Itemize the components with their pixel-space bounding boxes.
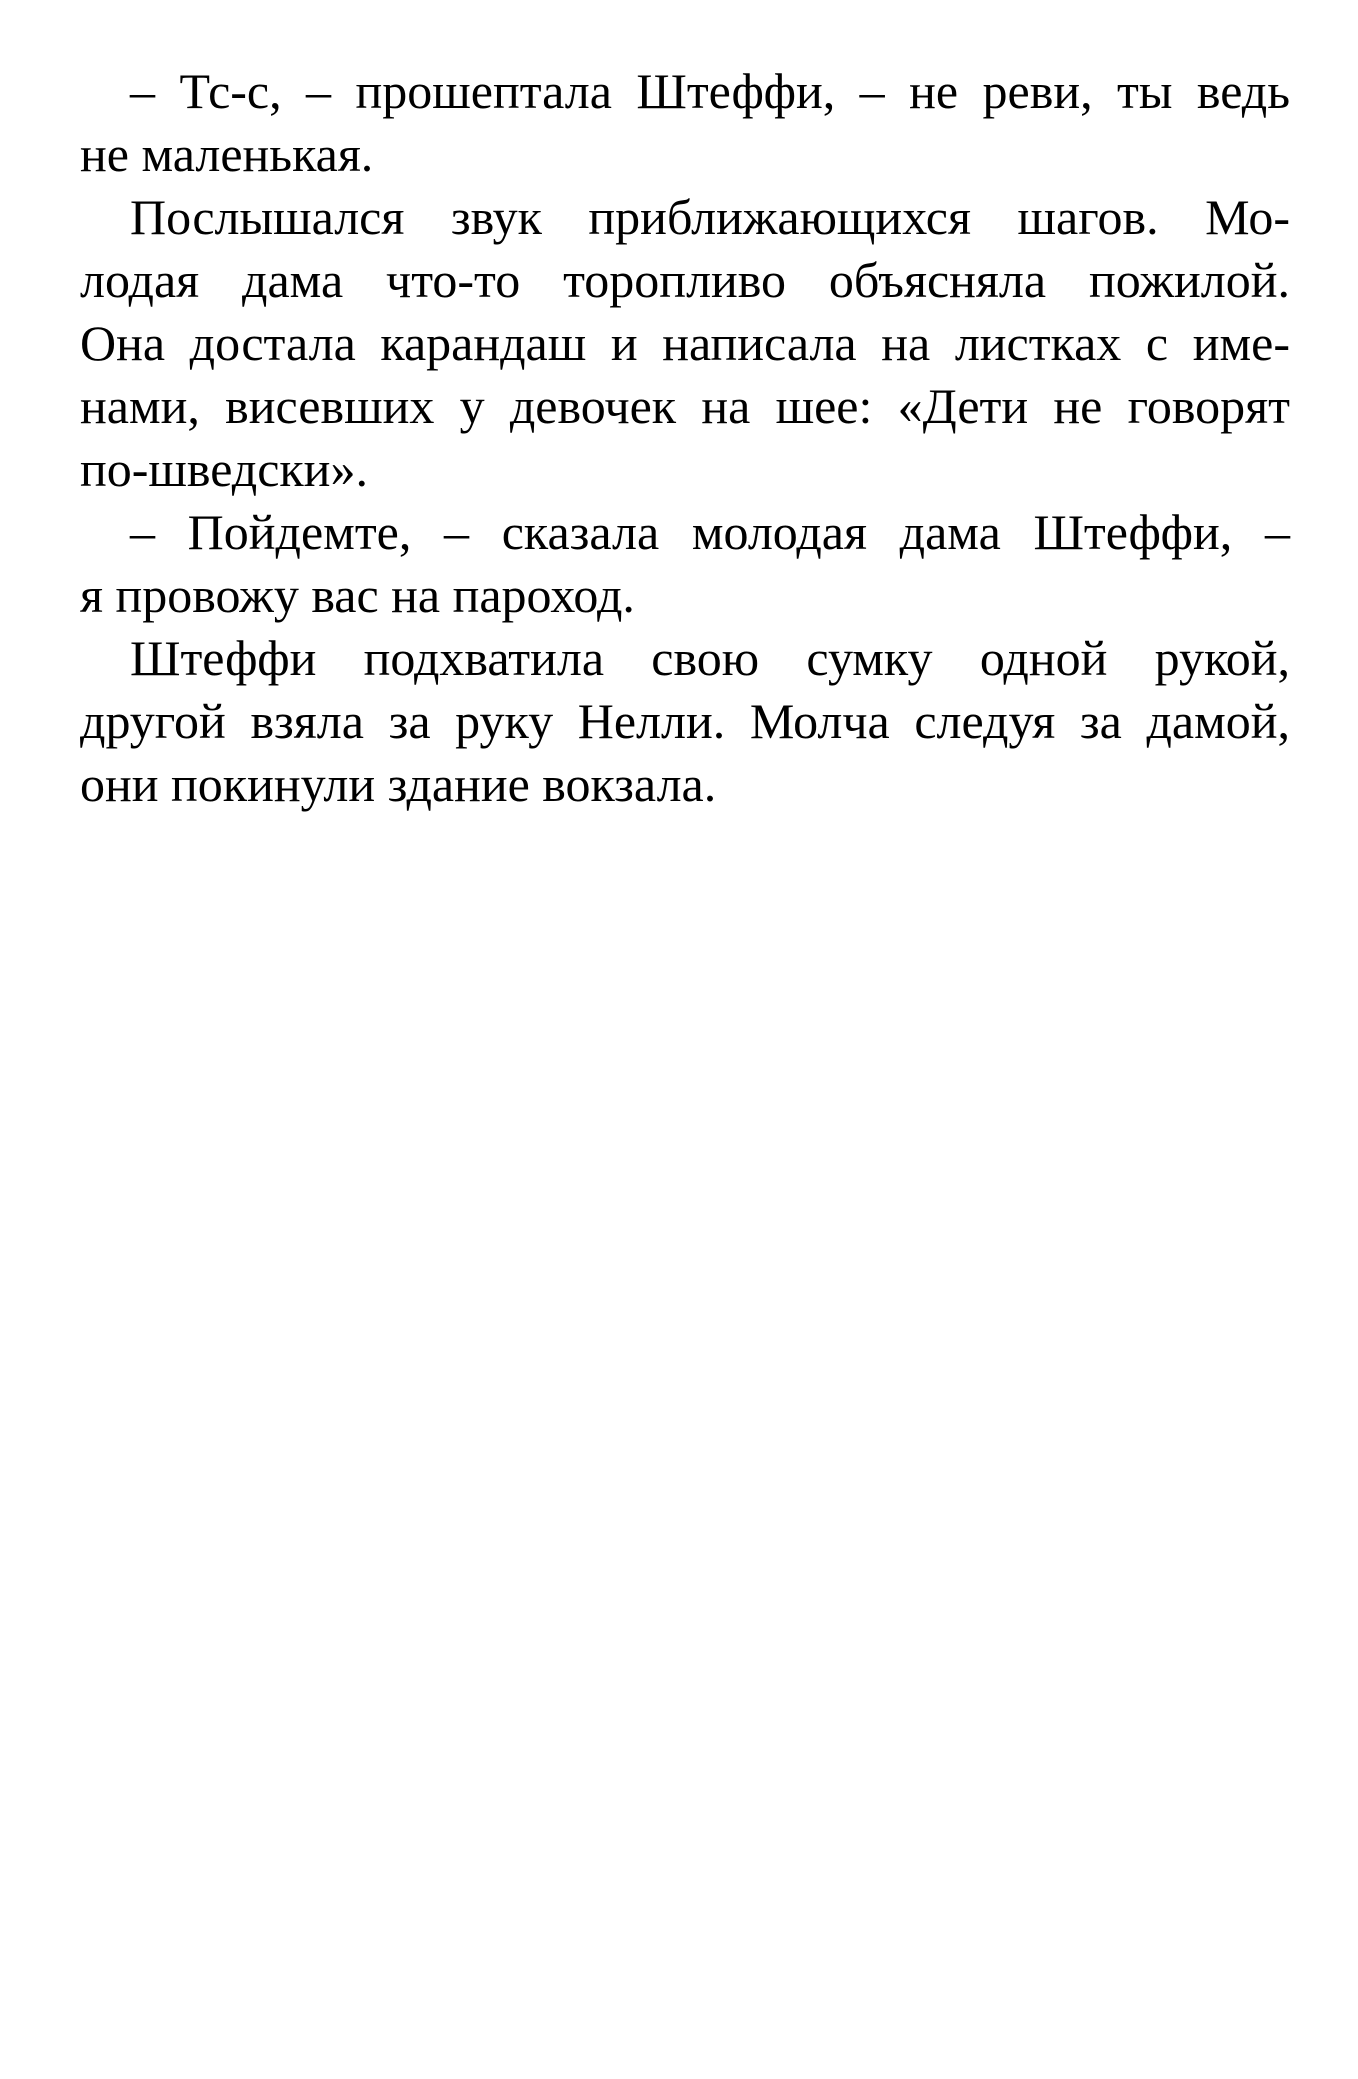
text-line: Штеффи подхватила свою сумку одной рукой, [130, 630, 1290, 686]
text-line: не маленькая. [80, 126, 374, 182]
text-line: Послышался звук приближающихся шагов. Мо- [130, 189, 1290, 245]
text-line: – Тс-с, – прошептала Штеффи, – не реви, ты ведь [130, 63, 1290, 119]
paragraph-3 [80, 501, 1290, 627]
text-line: – Пойдемте, – сказала молодая дама Штеффи, – [130, 504, 1290, 560]
text-line: нами, висевших у девочек на шее: «Дети не говорят [80, 378, 1290, 434]
book-page [80, 60, 1290, 816]
text-line: лодая дама что-то торопливо объясняла пожилой. [80, 252, 1290, 308]
text-line: по-шведски». [80, 441, 368, 497]
paragraph-2 [80, 186, 1290, 501]
paragraph-1 [80, 60, 1290, 186]
text-line: я провожу вас на пароход. [80, 567, 635, 623]
text-line: другой взяла за руку Нелли. Молча следуя за дамой, [80, 693, 1290, 749]
paragraph-4 [80, 627, 1290, 816]
text-line: Она достала карандаш и написала на листках с име- [80, 315, 1290, 371]
text-line: они покинули здание вокзала. [80, 756, 717, 812]
